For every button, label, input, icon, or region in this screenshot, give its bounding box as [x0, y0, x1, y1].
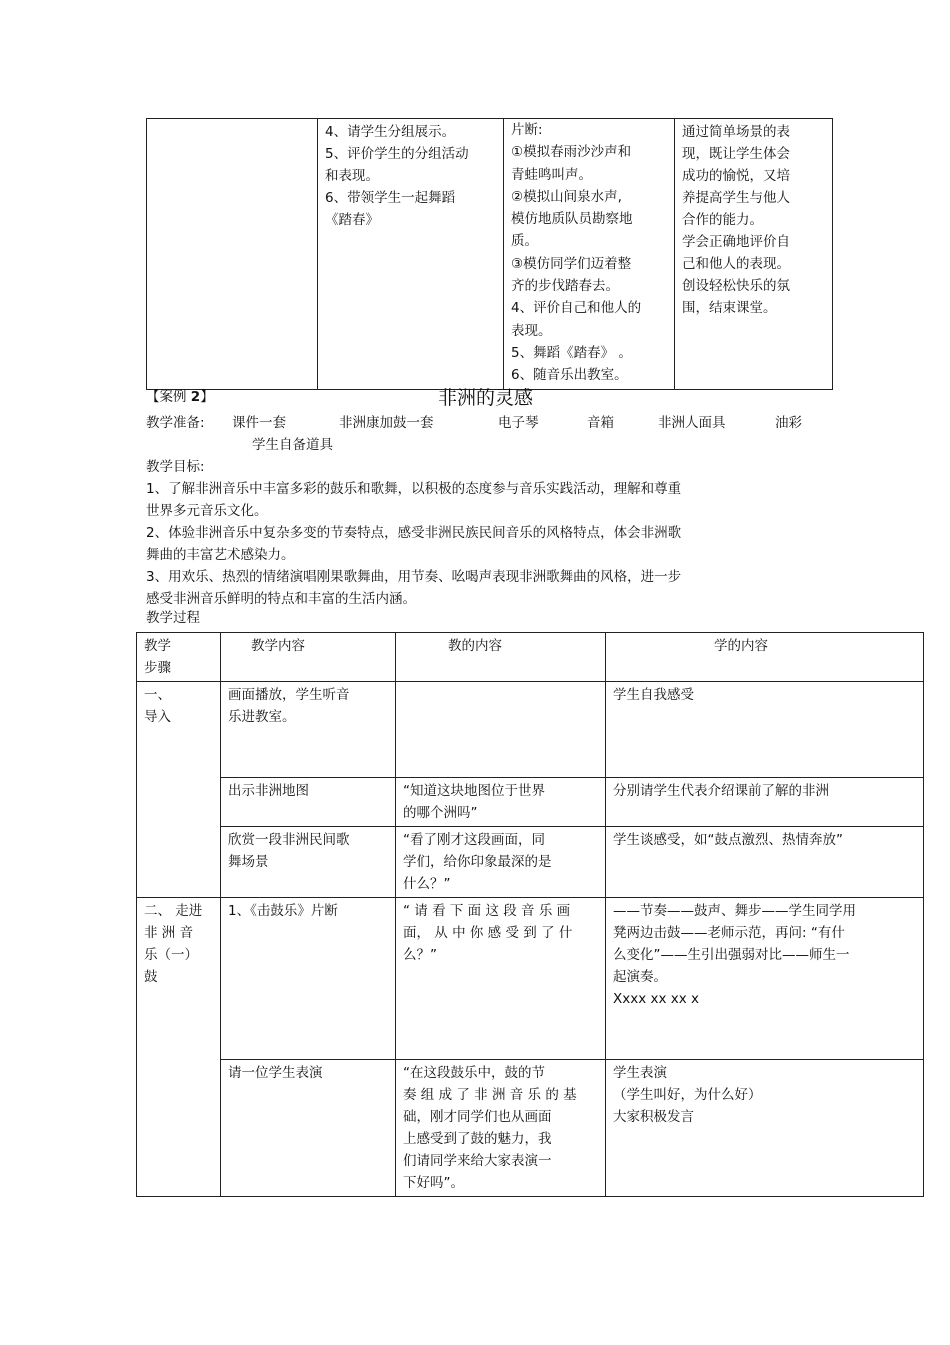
- case-label-suffix: 】: [200, 389, 214, 405]
- learn-cell: 分别请学生代表介绍课前了解的非洲: [606, 778, 924, 827]
- table-cell: [147, 119, 318, 390]
- table-header-row: [137, 633, 924, 682]
- learn-cell: ——节奏——鼓声、舞步——学生同学用 凳两边击鼓——老师示范，再问: “有什 么变化”——生引出强弱对比——师生一 起演奏。 Xxxx xx xx x: [606, 898, 924, 1060]
- process-label: 教学过程: [146, 610, 200, 626]
- teach-cell: “在这段鼓乐中，鼓的节 奏 组 成 了 非 洲 音 乐 的 基 础，刚才同学们也从画面 上感受到了鼓的魅力，我 们请同学来给大家表演一 下好吗”。: [396, 1060, 606, 1197]
- teach-cell: [396, 682, 606, 778]
- case-label-prefix: 【案例: [146, 389, 191, 405]
- table-row: [137, 898, 924, 1060]
- table-row: [137, 778, 924, 827]
- teach-cell: “知道这块地图位于世界 的哪个洲吗”: [396, 778, 606, 827]
- learn-cell: 学生谈感受，如“鼓点激烈、热情奔放”: [606, 827, 924, 898]
- header-learn: 学的内容: [606, 633, 924, 682]
- goals-text: 1、了解非洲音乐中丰富多彩的鼓乐和歌舞，以积极的态度参与音乐实践活动，理解和尊重 世界多元音乐文化。 2、体验非洲音乐中复杂多变的节奏特点，感受非洲民族民间音乐的风格特点，体会非洲歌 舞曲的丰富艺术感染力。 3、用欢乐、热烈的情绪演唱刚果歌舞曲，用节奏、吆喝声表现非洲歌舞曲的风格，进一步 感受非洲音乐鲜明的特点和丰富的生活内涵。: [146, 481, 682, 607]
- table-row: [137, 1060, 924, 1197]
- table-cell: 片断: ①模拟春雨沙沙声和 青蛙鸣叫声。 ②模拟山间泉水声, 模仿地质队员勘察地 质。 ③模仿同学们迈着整 齐的步伐踏春去。 4、评价自己和他人的 表现。 5、舞蹈《踏春》 。 6、随音乐出教室。: [504, 119, 675, 390]
- content-cell: 请一位学生表演: [221, 1060, 396, 1197]
- table-cell: 通过简单场景的表 现，既让学生体会 成功的愉悦，又培 养提高学生与他人 合作的能力。 学会正确地评价自 己和他人的表现。 创设轻松快乐的氛 围，结束课堂。: [675, 119, 833, 390]
- header-teach: 教的内容: [396, 633, 606, 682]
- prep-item: 音箱: [587, 415, 614, 431]
- table-row: [137, 682, 924, 778]
- case-title: 非洲的灵感: [438, 387, 534, 409]
- continuation-table: [146, 118, 833, 390]
- teach-cell: “ 请 看 下 面 这 段 音 乐 画 面， 从 中 你 感 受 到 了 什 么？”: [396, 898, 606, 1060]
- content-cell: 1、《击鼓乐》片断: [221, 898, 396, 1060]
- goals-label: 教学目标:: [146, 459, 205, 475]
- table-cell: 4、请学生分组展示。 5、评价学生的分组活动 和表现。 6、带领学生一起舞蹈 《踏春》: [318, 119, 504, 390]
- prep-item: 非洲人面具: [658, 415, 726, 431]
- prep-item: 非洲康加鼓一套: [339, 415, 434, 431]
- case-label-number: 2: [190, 389, 201, 405]
- prep-item: 电子琴: [498, 415, 539, 431]
- learn-cell: 学生自我感受: [606, 682, 924, 778]
- prep-label: 教学准备:: [146, 415, 205, 431]
- prep-item: 油彩: [775, 415, 802, 431]
- teach-cell: “看了刚才这段画面，同 学们，给你印象最深的是 什么？”: [396, 827, 606, 898]
- table-row: [137, 827, 924, 898]
- header-step: 教学 步骤: [137, 633, 221, 682]
- content-cell: 画面播放，学生听音 乐进教室。: [221, 682, 396, 778]
- prep-item: 课件一套: [232, 415, 286, 431]
- prep-line-2: 学生自备道具: [252, 437, 333, 453]
- prep-line: [146, 412, 826, 434]
- process-table: [136, 632, 924, 1197]
- table-row: [147, 119, 833, 390]
- content-cell: 欣赏一段非洲民间歌 舞场景: [221, 827, 396, 898]
- learn-cell: 学生表演 （学生叫好，为什么好） 大家积极发言: [606, 1060, 924, 1197]
- step-cell: 一、 导入: [137, 682, 221, 898]
- content-cell: 出示非洲地图: [221, 778, 396, 827]
- case-label: [146, 386, 214, 408]
- header-content: 教学内容: [221, 633, 396, 682]
- step-cell: 二、 走进 非 洲 音 乐（一） 鼓: [137, 898, 221, 1197]
